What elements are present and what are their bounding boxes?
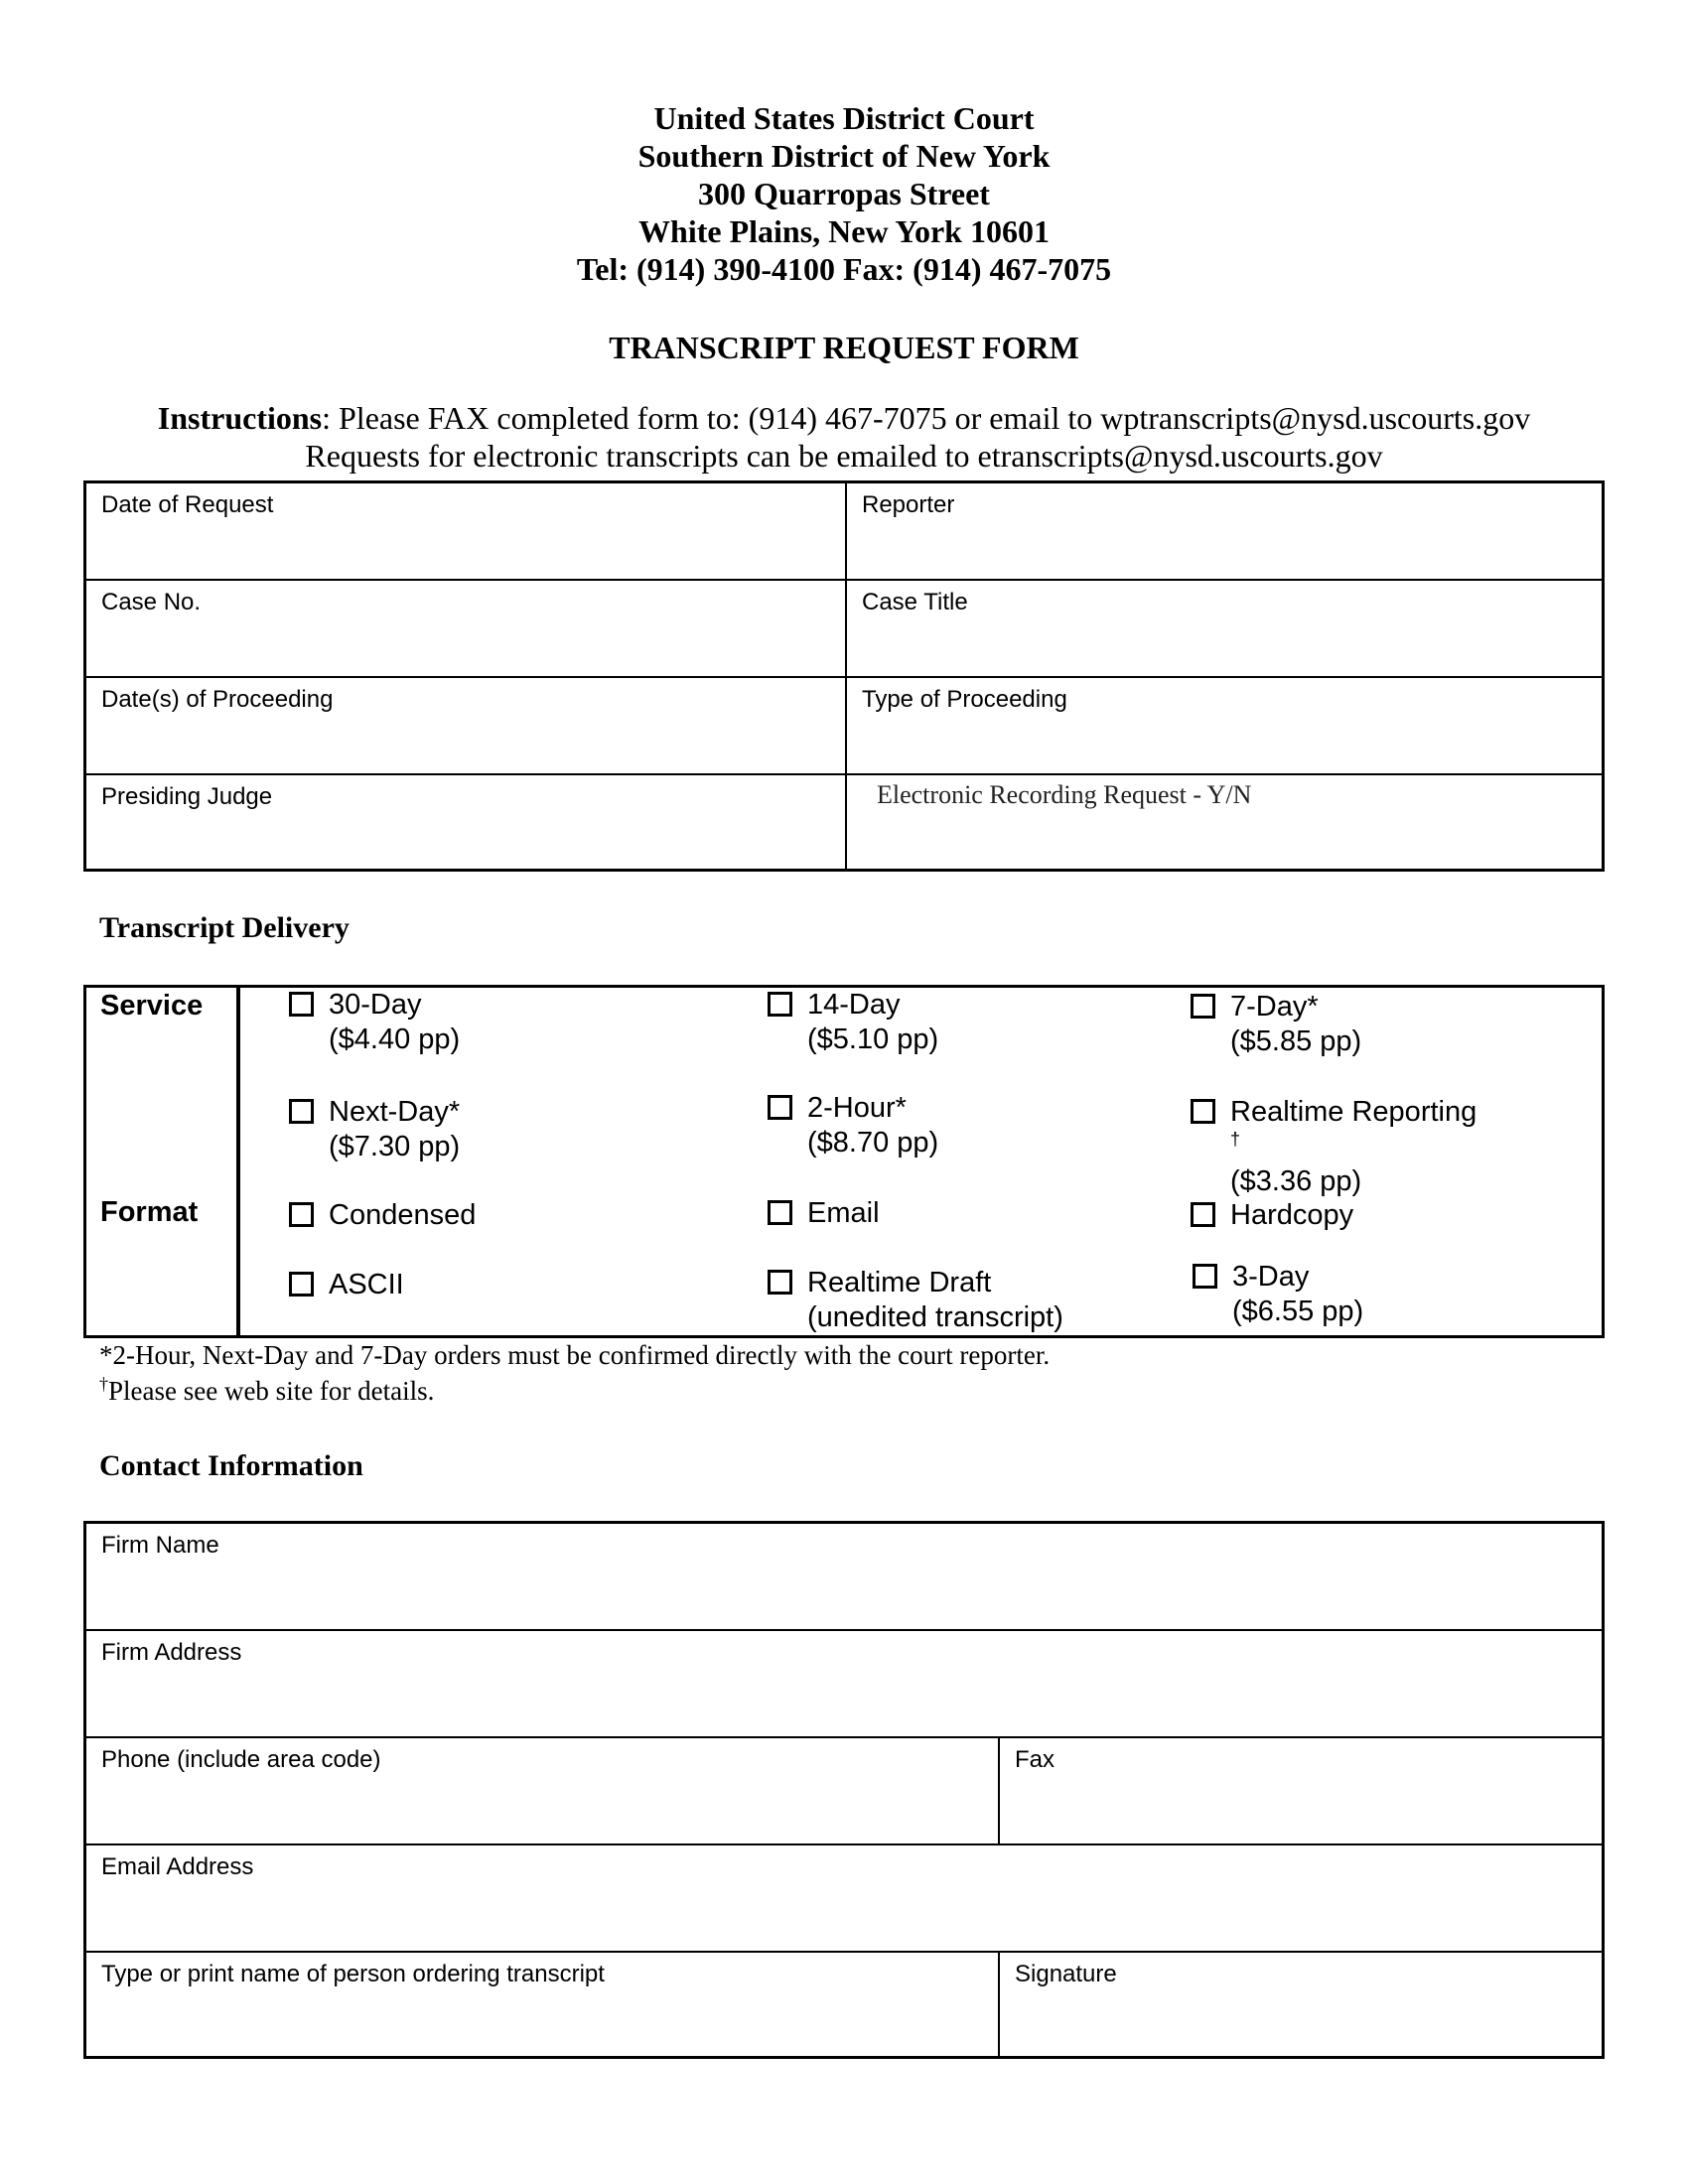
delivery-table (83, 985, 1605, 1338)
option-30-day-label: 30-Day (329, 989, 422, 1021)
option-hardcopy-label: Hardcopy (1230, 1199, 1354, 1231)
option-realtime-draft-sub: (unedited transcript) (807, 1301, 1063, 1333)
option-14-day-label: 14-Day (807, 989, 901, 1021)
court-city: White Plains, New York 10601 (638, 213, 1050, 249)
reporter-label: Reporter (862, 491, 955, 518)
case-title-field[interactable] (847, 581, 1602, 676)
option-email-label: Email (807, 1197, 880, 1229)
form-title: TRANSCRIPT REQUEST FORM (609, 330, 1079, 365)
option-ascii-label: ASCII (329, 1269, 404, 1300)
checkbox-7-day[interactable] (1191, 994, 1215, 1019)
contact-information-title: Contact Information (99, 1449, 363, 1482)
court-header (0, 99, 1688, 288)
transcript-delivery-title: Transcript Delivery (99, 911, 350, 944)
instructions-line-1: : Please FAX completed form to: (914) 467-7075 or email to wptranscripts@nysd.uscourts.gov (322, 400, 1531, 436)
format-label: Format (100, 1196, 199, 1228)
instructions-line-2: Requests for electronic transcripts can be emailed to etranscripts@nysd.uscourts.gov (305, 438, 1383, 474)
checkbox-realtime-reporting[interactable] (1191, 1099, 1215, 1124)
date-of-request-label: Date of Request (101, 491, 274, 518)
checkbox-hardcopy[interactable] (1191, 1202, 1215, 1227)
court-district: Southern District of New York (637, 138, 1051, 174)
delivery-note-1: *2-Hour, Next-Day and 7-Day orders must be confirmed directly with the court reporter. (99, 1340, 1051, 1370)
reporter-field[interactable] (847, 483, 1602, 579)
signature-field[interactable] (1000, 1953, 1602, 2056)
service-label: Service (100, 990, 204, 1022)
type-of-proceeding-field[interactable] (847, 678, 1602, 773)
request-info-table (83, 480, 1605, 872)
instructions (0, 399, 1688, 475)
signature-label: Signature (1015, 1961, 1117, 1987)
email-address-label: Email Address (101, 1853, 254, 1880)
checkbox-14-day[interactable] (768, 992, 792, 1017)
checkbox-2-hour[interactable] (768, 1095, 792, 1120)
option-2-hour-label: 2-Hour* (807, 1092, 907, 1124)
dagger-mark: † (1230, 1129, 1241, 1150)
dates-of-proceeding-label: Date(s) of Proceeding (101, 686, 334, 713)
checkbox-next-day[interactable] (289, 1099, 314, 1124)
option-realtime-reporting-label: Realtime Reporting (1230, 1096, 1477, 1128)
orderer-name-label: Type or print name of person ordering transcript (101, 1961, 605, 1987)
electronic-recording-field[interactable] (847, 775, 1602, 869)
option-7-day-label: 7-Day* (1230, 991, 1319, 1023)
option-next-day-price: ($7.30 pp) (329, 1131, 461, 1162)
delivery-note-2-text: Please see web site for details. (108, 1376, 435, 1406)
checkbox-condensed[interactable] (289, 1202, 314, 1227)
checkbox-3-day[interactable] (1193, 1264, 1217, 1289)
note-dagger: † (99, 1374, 108, 1394)
option-7-day-price: ($5.85 pp) (1230, 1025, 1362, 1057)
phone-field[interactable] (86, 1738, 998, 1843)
delivery-note-2 (99, 1376, 434, 1407)
firm-address-label: Firm Address (101, 1639, 242, 1666)
fax-field[interactable] (1000, 1738, 1602, 1843)
presiding-judge-field[interactable] (86, 775, 845, 869)
email-address-field[interactable] (86, 1845, 1602, 1951)
dates-of-proceeding-field[interactable] (86, 678, 845, 773)
option-realtime-draft-label: Realtime Draft (807, 1267, 992, 1298)
checkbox-30-day[interactable] (289, 992, 314, 1017)
court-phone-fax: Tel: (914) 390-4100 Fax: (914) 467-7075 (576, 251, 1112, 287)
option-3-day-label: 3-Day (1232, 1261, 1310, 1293)
case-no-label: Case No. (101, 589, 202, 615)
orderer-name-field[interactable] (86, 1953, 998, 2056)
firm-name-label: Firm Name (101, 1532, 219, 1559)
option-condensed-label: Condensed (329, 1199, 477, 1231)
firm-address-field[interactable] (86, 1631, 1602, 1736)
type-of-proceeding-label: Type of Proceeding (862, 686, 1067, 713)
court-name: United States District Court (653, 100, 1035, 136)
phone-label: Phone (include area code) (101, 1746, 381, 1773)
firm-name-field[interactable] (86, 1524, 1602, 1629)
case-title-label: Case Title (862, 589, 968, 615)
fax-label: Fax (1015, 1746, 1055, 1773)
option-next-day-label: Next-Day* (329, 1096, 461, 1128)
electronic-recording-label: Electronic Recording Request - Y/N (877, 780, 1252, 809)
presiding-judge-label: Presiding Judge (101, 783, 273, 810)
checkbox-email[interactable] (768, 1200, 792, 1225)
checkbox-realtime-draft[interactable] (768, 1270, 792, 1295)
option-2-hour-price: ($8.70 pp) (807, 1127, 939, 1159)
court-street: 300 Quarropas Street (698, 176, 990, 211)
option-14-day-price: ($5.10 pp) (807, 1024, 939, 1055)
case-no-field[interactable] (86, 581, 845, 676)
date-of-request-field[interactable] (86, 483, 845, 579)
contact-table (83, 1521, 1605, 2059)
instructions-label: Instructions (157, 400, 323, 436)
option-30-day-price: ($4.40 pp) (329, 1024, 461, 1055)
option-3-day-price: ($6.55 pp) (1232, 1296, 1364, 1327)
checkbox-ascii[interactable] (289, 1272, 314, 1297)
option-realtime-reporting-price: ($3.36 pp) (1230, 1165, 1362, 1197)
